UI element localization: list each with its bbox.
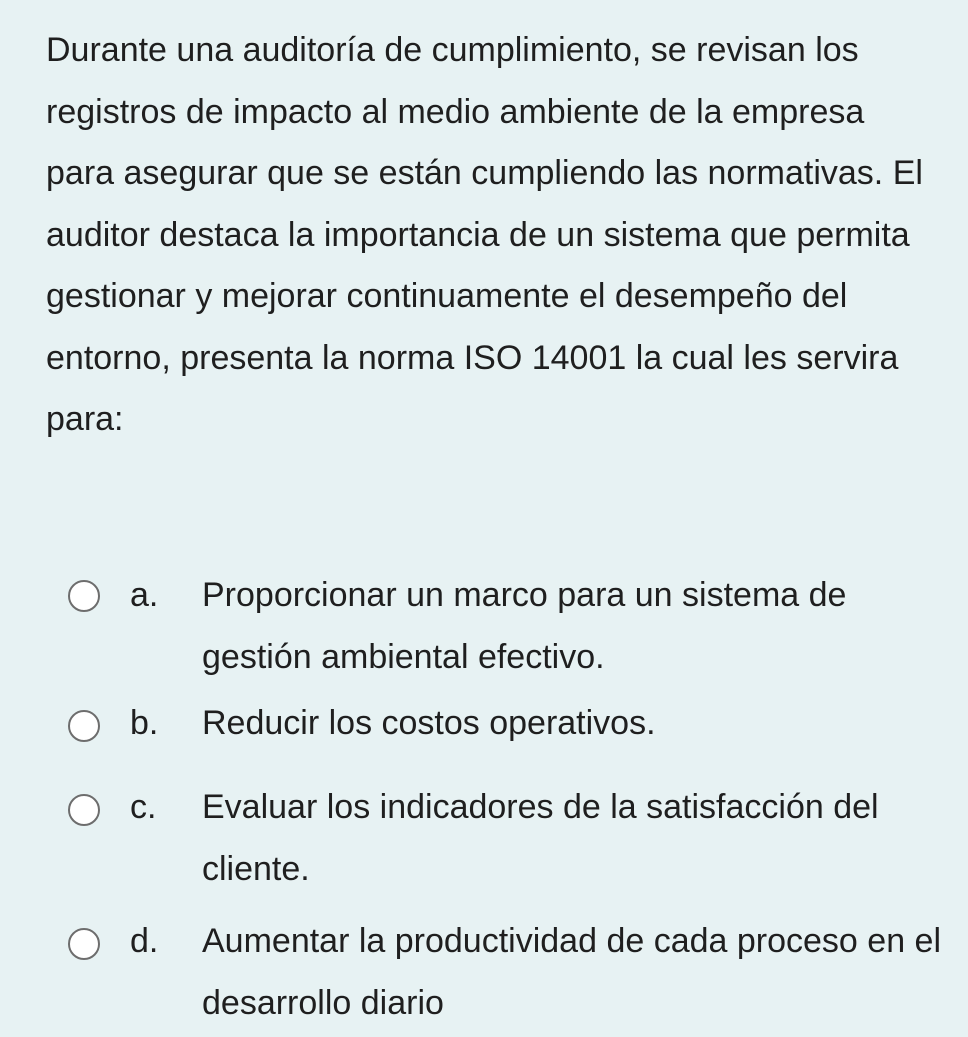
- radio-d[interactable]: [68, 928, 100, 960]
- option-c-text: Evaluar los indicadores de la satisfacción del cliente.: [202, 788, 879, 888]
- question-text: Durante una auditoría de cumplimiento, se revisan los registros de impacto al medio ambiente de la empresa para asegurar que se están cumpliendo las normativas. El auditor destaca la importancia de un sistema que permita gestionar y mejorar continuamente el desempeño del entorno, presenta la norma ISO 14001 la cual les servira para:: [46, 31, 923, 438]
- option-b-letter: b.: [130, 704, 159, 742]
- option-d-text: Aumentar la productividad de cada proceso en el desarrollo diario: [202, 922, 942, 1022]
- option-a-text: Proporcionar un marco para un sistema de gestión ambiental efectivo.: [202, 576, 847, 676]
- radio-c[interactable]: [68, 794, 100, 826]
- option-a-letter: a.: [130, 576, 159, 614]
- option-c-letter: c.: [130, 788, 157, 826]
- radio-b[interactable]: [68, 710, 100, 742]
- radio-a[interactable]: [68, 580, 100, 612]
- option-d-letter: d.: [130, 922, 159, 960]
- option-b-text: Reducir los costos operativos.: [202, 704, 656, 742]
